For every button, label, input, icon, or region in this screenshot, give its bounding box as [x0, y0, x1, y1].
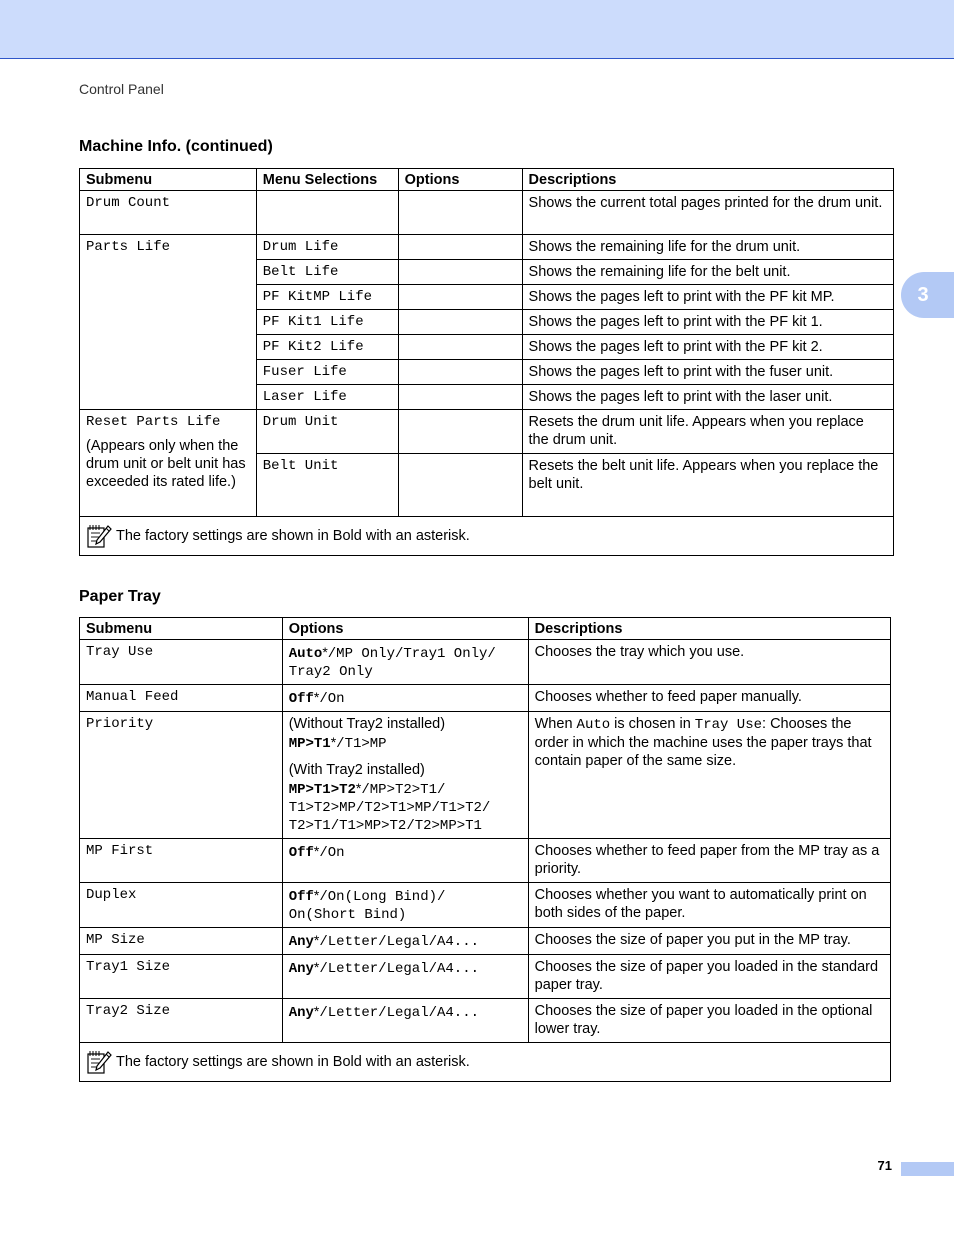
other-options: /Letter/Legal/A4...: [319, 961, 480, 977]
description-cell: Shows the pages left to print with the fuser unit.: [522, 360, 893, 385]
submenu-cell: Tray Use: [80, 640, 283, 685]
chapter-number: 3: [917, 284, 929, 306]
without-tray2-label: (Without Tray2 installed): [288, 716, 446, 732]
submenu-cell: Drum Count: [80, 191, 257, 235]
desc-text: When: [534, 716, 577, 732]
default-star: *: [313, 1003, 320, 1019]
options-cell: [398, 310, 522, 335]
submenu-cell: MP First: [80, 839, 283, 883]
page-number-band: [901, 1162, 954, 1176]
other-options: /On: [319, 845, 345, 861]
selection-cell: [256, 191, 398, 235]
submenu-cell: Tray1 Size: [80, 955, 283, 999]
selection-cell: PF KitMP Life: [256, 285, 398, 310]
note-cell: [80, 1043, 891, 1082]
running-head: Control Panel: [79, 81, 164, 97]
options-cell: [398, 454, 522, 517]
description-cell: Chooses whether you want to automatically print on both sides of the paper.: [528, 883, 890, 928]
other-options: On(Short Bind): [288, 907, 407, 923]
note-row: [80, 517, 894, 556]
col-submenu: Submenu: [80, 169, 257, 191]
other-options: /MP>T2>T1/: [361, 782, 446, 798]
selection-cell: Belt Unit: [256, 454, 398, 517]
options-cell: [282, 883, 528, 928]
default-star: *: [313, 887, 320, 903]
options-cell: [398, 360, 522, 385]
col-options: Options: [398, 169, 522, 191]
description-cell: [528, 712, 890, 839]
options-cell: [398, 410, 522, 454]
desc-text: : Chooses the order in which the machine uses the paper trays that contain paper of the same size.: [534, 716, 872, 769]
col-submenu: Submenu: [80, 618, 283, 640]
selection-cell: PF Kit1 Life: [256, 310, 398, 335]
submenu-cell: Manual Feed: [80, 685, 283, 712]
submenu-cell: Tray2 Size: [80, 999, 283, 1043]
submenu-cell: MP Size: [80, 928, 283, 955]
pencil-note-icon: [86, 1049, 112, 1075]
options-cell: [398, 235, 522, 260]
other-options: T2>T1/T1>MP>T2/T2>MP>T1: [288, 818, 482, 834]
options-cell: [282, 712, 528, 839]
description-cell: Chooses the tray which you use.: [528, 640, 890, 685]
selection-cell: Drum Unit: [256, 410, 398, 454]
table-row: [80, 928, 891, 955]
desc-tray-use-value: Tray Use: [694, 717, 763, 733]
selection-cell: Belt Life: [256, 260, 398, 285]
machine-info-title: Machine Info. (continued): [79, 138, 273, 155]
header-band: [0, 0, 954, 59]
table-row: [80, 410, 894, 454]
table-row: [80, 640, 891, 685]
table-row: [80, 999, 891, 1043]
chapter-tab: [901, 272, 954, 318]
with-tray2-options: [289, 779, 522, 835]
machine-info-table: [79, 168, 894, 556]
options-cell: [282, 928, 528, 955]
description-cell: Shows the pages left to print with the PF kit MP.: [522, 285, 893, 310]
default-option: MP>T1: [288, 736, 331, 752]
submenu-cell: Priority: [80, 712, 283, 839]
default-option: Any: [288, 934, 314, 950]
default-star: *: [330, 734, 337, 750]
default-star: *: [313, 932, 320, 948]
paper-tray-table: [79, 617, 891, 1082]
table-row: [80, 191, 894, 235]
paper-tray-title: Paper Tray: [79, 588, 161, 605]
default-star: *: [322, 644, 328, 660]
default-star: *: [355, 780, 362, 796]
options-cell: [282, 685, 528, 712]
description-cell: Chooses whether to feed paper manually.: [528, 685, 890, 712]
page-number: 71: [877, 1158, 892, 1173]
other-options: /On: [319, 691, 345, 707]
default-option: Auto: [288, 646, 323, 662]
options-cell: [398, 335, 522, 360]
description-cell: Chooses whether to feed paper from the MP tray as a priority.: [528, 839, 890, 883]
default-option: Off: [288, 691, 314, 707]
description-cell: Shows the remaining life for the belt unit.: [522, 260, 893, 285]
col-descriptions: Descriptions: [522, 169, 893, 191]
submenu-name: Reset Parts Life: [86, 414, 221, 430]
selection-cell: PF Kit2 Life: [256, 335, 398, 360]
default-star: *: [313, 689, 320, 705]
submenu-cell: [80, 410, 257, 517]
table-row: [80, 235, 894, 260]
description-cell: Shows the remaining life for the drum unit.: [522, 235, 893, 260]
footnote-text: The factory settings are shown in Bold with an asterisk.: [116, 528, 470, 544]
default-option: Off: [288, 845, 314, 861]
other-options: /Letter/Legal/A4...: [319, 934, 480, 950]
table-header-row: [80, 169, 894, 191]
default-option: Any: [288, 961, 314, 977]
description-cell: Shows the pages left to print with the PF kit 2.: [522, 335, 893, 360]
other-options: T1>T2>MP/T2>T1>MP/T1>T2/: [288, 800, 491, 816]
default-option: MP>T1>T2: [288, 782, 356, 798]
other-options: /T1>MP: [336, 736, 387, 752]
options-cell: [398, 285, 522, 310]
table-header-row: [80, 618, 891, 640]
desc-auto-value: Auto: [576, 717, 611, 733]
options-cell: [398, 191, 522, 235]
submenu-cell: Duplex: [80, 883, 283, 928]
selection-cell: Fuser Life: [256, 360, 398, 385]
description-cell: Chooses the size of paper you put in the MP tray.: [528, 928, 890, 955]
submenu-note: (Appears only when the drum unit or belt unit has exceeded its rated life.): [86, 438, 246, 490]
col-options: Options: [282, 618, 528, 640]
table-row: [80, 955, 891, 999]
without-tray2-options: [289, 733, 522, 753]
other-options: Tray2 Only: [288, 664, 373, 680]
pencil-note-icon: [86, 523, 112, 549]
options-cell: [282, 839, 528, 883]
table-row: [80, 839, 891, 883]
note-row: [80, 1043, 891, 1082]
description-cell: Shows the pages left to print with the PF kit 1.: [522, 310, 893, 335]
table-row: [80, 883, 891, 928]
other-options: /On(Long Bind)/: [319, 889, 446, 905]
options-cell: [282, 999, 528, 1043]
description-cell: Chooses the size of paper you loaded in the standard paper tray.: [528, 955, 890, 999]
default-star: *: [313, 843, 320, 859]
col-menu-selections: Menu Selections: [256, 169, 398, 191]
options-cell: [282, 640, 528, 685]
desc-text: is chosen in: [610, 716, 695, 732]
submenu-cell: Parts Life: [80, 235, 257, 410]
description-cell: Resets the belt unit life. Appears when you replace the belt unit.: [522, 454, 893, 517]
description-cell: Resets the drum unit life. Appears when you replace the drum unit.: [522, 410, 893, 454]
description-cell: Shows the current total pages printed for the drum unit.: [522, 191, 893, 235]
table-row: [80, 685, 891, 712]
with-tray2-label: (With Tray2 installed): [288, 762, 425, 778]
description-cell: Shows the pages left to print with the laser unit.: [522, 385, 893, 410]
options-cell: [398, 385, 522, 410]
other-options: /MP Only/Tray1 Only/: [327, 646, 496, 662]
description-cell: Chooses the size of paper you loaded in the optional lower tray.: [528, 999, 890, 1043]
default-star: *: [313, 959, 320, 975]
footnote-text: The factory settings are shown in Bold with an asterisk.: [116, 1054, 470, 1070]
default-option: Off: [288, 889, 314, 905]
other-options: /Letter/Legal/A4...: [319, 1005, 480, 1021]
table-row: [80, 712, 891, 839]
col-descriptions: Descriptions: [528, 618, 890, 640]
selection-cell: Drum Life: [256, 235, 398, 260]
options-cell: [282, 955, 528, 999]
default-option: Any: [288, 1005, 314, 1021]
options-cell: [398, 260, 522, 285]
note-cell: [80, 517, 894, 556]
selection-cell: Laser Life: [256, 385, 398, 410]
